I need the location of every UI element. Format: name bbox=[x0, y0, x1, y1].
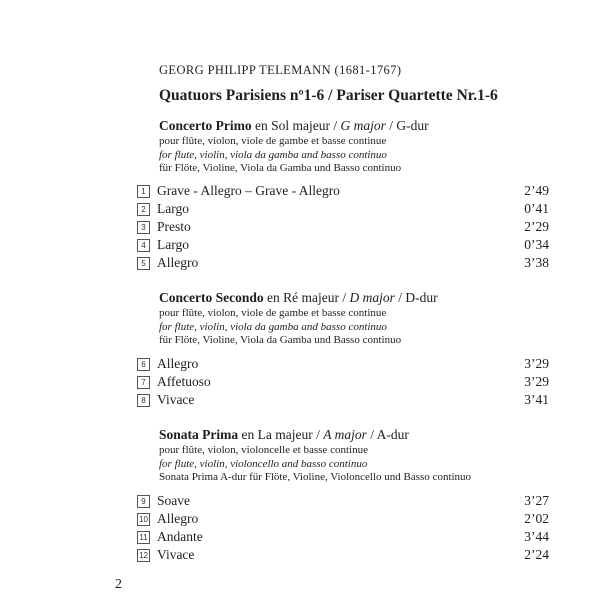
work-title bbox=[159, 289, 599, 307]
instrumentation-en: for flute, violin, viola da gamba and basso continuo bbox=[159, 148, 387, 161]
track-number: 1 bbox=[137, 185, 150, 198]
work-title bbox=[159, 117, 599, 135]
composer-heading: GEORG PHILIPP TELEMANN (1681-1767) bbox=[159, 63, 402, 77]
key-en: D major bbox=[349, 290, 395, 305]
key-de: / D-dur bbox=[394, 290, 438, 305]
track-duration: 0’34 bbox=[524, 237, 549, 252]
track-name: Andante bbox=[157, 529, 203, 544]
work-name: Concerto Secondo bbox=[159, 290, 264, 305]
track-list-2 bbox=[137, 355, 549, 409]
track-list-1 bbox=[137, 182, 549, 272]
track-number: 5 bbox=[137, 257, 150, 270]
track-duration: 3’38 bbox=[524, 255, 549, 270]
track-name: Affetuoso bbox=[157, 374, 211, 389]
track-duration: 3’29 bbox=[524, 356, 549, 371]
key-fr: en La majeur / bbox=[238, 427, 324, 442]
track-row bbox=[137, 373, 549, 391]
track-name: Presto bbox=[157, 219, 191, 234]
track-row bbox=[137, 510, 549, 528]
track-number: 3 bbox=[137, 221, 150, 234]
track-duration: 3’29 bbox=[524, 374, 549, 389]
page-number: 2 bbox=[115, 577, 122, 592]
track-number: 2 bbox=[137, 203, 150, 216]
track-name: Vivace bbox=[157, 547, 195, 562]
instrumentation-fr: pour flûte, violon, violoncelle et basse continue bbox=[159, 444, 368, 456]
track-row bbox=[137, 528, 549, 546]
instrumentation-de: für Flöte, Violine, Viola da Gamba und Basso continuo bbox=[159, 162, 402, 174]
track-duration: 3’41 bbox=[524, 392, 549, 407]
album-title: Quatuors Parisiens nº1-6 / Pariser Quartette Nr.1-6 bbox=[159, 87, 498, 104]
work-concerto-primo bbox=[159, 117, 599, 176]
track-name: Allegro bbox=[157, 511, 199, 526]
key-en: G major bbox=[340, 118, 386, 133]
track-number: 6 bbox=[137, 358, 150, 371]
track-number: 12 bbox=[137, 549, 150, 562]
track-number: 4 bbox=[137, 239, 150, 252]
work-concerto-secondo bbox=[159, 289, 599, 348]
instrumentation-fr: pour flûte, violon, viole de gambe et basse continue bbox=[159, 135, 387, 147]
track-duration: 3’44 bbox=[524, 529, 549, 544]
track-duration: 3’27 bbox=[524, 493, 549, 508]
track-number: 10 bbox=[137, 513, 150, 526]
work-name: Sonata Prima bbox=[159, 427, 239, 442]
track-row bbox=[137, 200, 549, 218]
track-list-3 bbox=[137, 492, 549, 564]
track-name: Grave - Allegro – Grave - Allegro bbox=[157, 183, 340, 198]
track-number: 9 bbox=[137, 495, 150, 508]
key-de: / A-dur bbox=[366, 427, 409, 442]
track-name: Largo bbox=[157, 237, 189, 252]
instrumentation-de: für Flöte, Violine, Viola da Gamba und Basso continuo bbox=[159, 334, 402, 346]
track-name: Vivace bbox=[157, 392, 195, 407]
work-sonata-prima bbox=[159, 426, 599, 485]
track-duration: 0’41 bbox=[524, 201, 549, 216]
track-number: 8 bbox=[137, 394, 150, 407]
track-duration: 2’29 bbox=[524, 219, 549, 234]
track-row bbox=[137, 492, 549, 510]
track-name: Allegro bbox=[157, 255, 199, 270]
track-number: 11 bbox=[137, 531, 150, 544]
track-duration: 2’24 bbox=[524, 547, 549, 562]
track-row bbox=[137, 391, 549, 409]
key-de: / G-dur bbox=[385, 118, 429, 133]
track-row bbox=[137, 546, 549, 564]
instrumentation-en: for flute, violin, viola da gamba and basso continuo bbox=[159, 320, 387, 333]
key-fr: en Sol majeur / bbox=[251, 118, 341, 133]
track-row bbox=[137, 254, 549, 272]
track-row bbox=[137, 218, 549, 236]
track-row bbox=[137, 182, 549, 200]
track-name: Allegro bbox=[157, 356, 199, 371]
track-row bbox=[137, 355, 549, 373]
track-duration: 2’49 bbox=[524, 183, 549, 198]
track-number: 7 bbox=[137, 376, 150, 389]
key-en: A major bbox=[323, 427, 367, 442]
key-fr: en Ré majeur / bbox=[263, 290, 350, 305]
track-row bbox=[137, 236, 549, 254]
instrumentation-de: Sonata Prima A-dur für Flöte, Violine, Violoncello und Basso continuo bbox=[159, 471, 472, 483]
track-name: Largo bbox=[157, 201, 189, 216]
work-title bbox=[159, 426, 599, 444]
track-name: Soave bbox=[157, 493, 190, 508]
instrumentation-en: for flute, violin, violoncello and basso continuo bbox=[159, 457, 368, 470]
work-name: Concerto Primo bbox=[159, 118, 252, 133]
track-duration: 2’02 bbox=[524, 511, 549, 526]
instrumentation-fr: pour flûte, violon, viole de gambe et basse continue bbox=[159, 307, 387, 319]
